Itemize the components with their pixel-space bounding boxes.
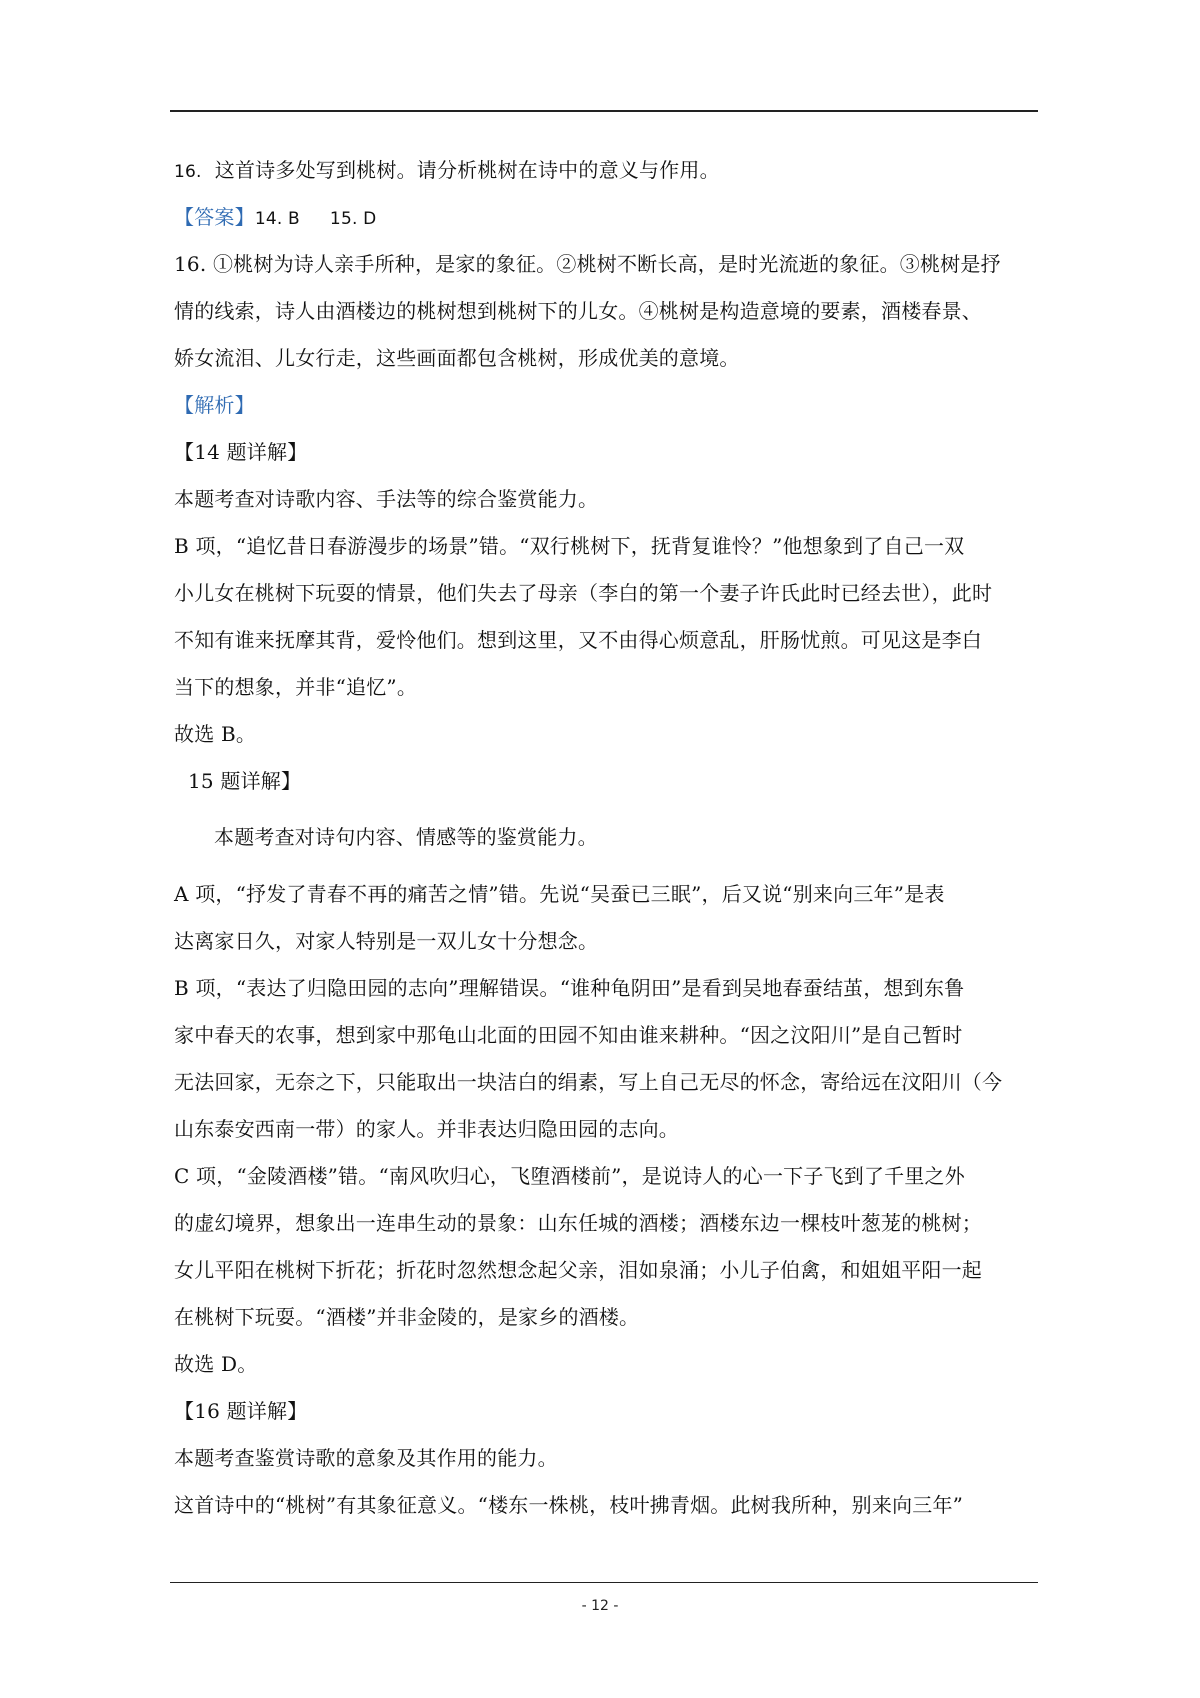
answer-16-line: 情的线索，诗人由酒楼边的桃树想到桃树下的儿女。④桃树是构造意境的要素，酒楼春景、 xyxy=(174,299,982,323)
footer-rule xyxy=(170,1582,1038,1583)
section-15-line: 故选 D。 xyxy=(174,1352,258,1376)
section-15-line: 达离家日久，对家人特别是一双儿女十分想念。 xyxy=(174,929,599,953)
answer-15: 15. D xyxy=(329,209,377,229)
answer-14: 14. B xyxy=(254,209,300,229)
section-16-line: 这首诗中的“桃树”有其象征意义。“楼东一株桃，枝叶拂青烟。此树我所种，别来向三年” xyxy=(174,1493,964,1517)
answer-row xyxy=(174,203,1044,233)
question-16-text: 这首诗多处写到桃树。请分析桃树在诗中的意义与作用。 xyxy=(214,158,720,182)
section-14-line: B 项，“追忆昔日春游漫步的场景”错。“双行桃树下，抚背复谁怜？”他想象到了自己一双 xyxy=(174,534,965,558)
question-16 xyxy=(174,156,1044,186)
section-14-line: 当下的想象，并非“追忆”。 xyxy=(174,675,418,699)
section-15-line: 的虚幻境界，想象出一连串生动的景象：山东任城的酒楼；酒楼东边一棵枝叶葱茏的桃树； xyxy=(174,1211,982,1235)
analysis-label: 【解析】 xyxy=(174,393,255,417)
section-15-line: 在桃树下玩耍。“酒楼”并非金陵的，是家乡的酒楼。 xyxy=(174,1305,640,1329)
section-16-line: 本题考查鉴赏诗歌的意象及其作用的能力。 xyxy=(174,1446,558,1470)
section-14-line: 故选 B。 xyxy=(174,722,257,746)
page-number: - 12 - xyxy=(581,1598,619,1614)
section-14-line: 不知有谁来抚摩其背，爱怜他们。想到这里，又不由得心烦意乱，肝肠忧煎。可见这是李白 xyxy=(174,628,982,652)
section-14-line: 本题考查对诗歌内容、手法等的综合鉴赏能力。 xyxy=(174,487,599,511)
section-15-line: C 项，“金陵酒楼”错。“南风吹归心，飞堕酒楼前”，是说诗人的心一下子飞到了千里之外 xyxy=(174,1164,965,1188)
answer-label: 【答案】 xyxy=(174,205,255,229)
section-15-heading: 15 题详解】 xyxy=(188,769,302,793)
section-14-line: 小儿女在桃树下玩耍的情景，他们失去了母亲（李白的第一个妻子许氏此时已经去世），此时 xyxy=(174,581,993,605)
header-rule xyxy=(170,110,1038,112)
section-15-line: 山东泰安西南一带）的家人。并非表达归隐田园的志向。 xyxy=(174,1117,679,1141)
section-15-line: 女儿平阳在桃树下折花；折花时忽然想念起父亲，泪如泉涌；小儿子伯禽，和姐姐平阳一起 xyxy=(174,1258,982,1282)
section-15-line: B 项，“表达了归隐田园的志向”理解错误。“谁种龟阴田”是看到吴地春蚕结茧，想到东鲁 xyxy=(174,976,965,1000)
section-15-line: 无法回家，无奈之下，只能取出一块洁白的绢素，写上自己无尽的怀念，寄给远在汶阳川（今 xyxy=(174,1070,1003,1094)
section-15-intro: 本题考查对诗句内容、情感等的鉴赏能力。 xyxy=(214,825,598,849)
answer-16-line: 娇女流泪、儿女行走，这些画面都包含桃树，形成优美的意境。 xyxy=(174,346,740,370)
section-14-heading: 【14 题详解】 xyxy=(174,440,308,464)
section-15-line: A 项，“抒发了青春不再的痛苦之情”错。先说“吴蚕已三眠”，后又说“别来向三年”是表 xyxy=(174,882,945,906)
question-16-number: 16. xyxy=(174,162,202,182)
section-16-heading: 【16 题详解】 xyxy=(174,1399,308,1423)
section-15-line: 家中春天的农事，想到家中那龟山北面的田园不知由谁来耕种。“因之汶阳川”是自己暂时 xyxy=(174,1023,963,1047)
answer-16-line: 16. ①桃树为诗人亲手所种，是家的象征。②桃树不断长高，是时光流逝的象征。③桃树是抒 xyxy=(174,252,1001,276)
